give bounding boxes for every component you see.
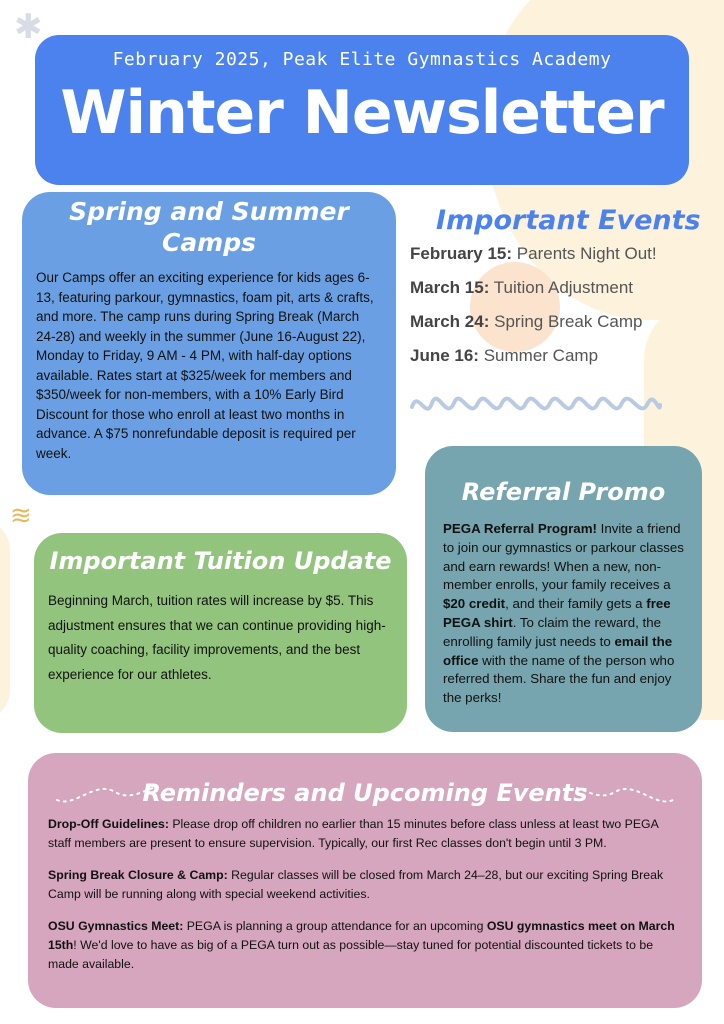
referral-title: Referral Promo	[461, 478, 666, 506]
event-name: Parents Night Out!	[516, 244, 657, 263]
tuition-title: Important Tuition Update	[49, 547, 392, 575]
background-blob-left	[0, 520, 10, 720]
referral-text: . To claim the reward, the enrolling family just needs to	[443, 614, 662, 649]
reminder-text: Regular classes will be closed from March 24–28, but our exciting Spring Break Camp will be running along with special weekend activities.	[48, 868, 664, 901]
referral-text: with the name of the person who referred them. Share the fun and enjoy the perks!	[443, 652, 675, 706]
camps-body: Our Camps offer an exciting experience for kids ages 6-13, featuring parkour, gymnastics, foam pit, arts & crafts, and more. The camp runs during Spring Break (March 24-28) and weekly in the summer (June 16-August 22), Monday to Friday, 9 AM - 4 PM, with half-day options available. Rates start at $325/week for members and $350/week for non-members, with a 10% Early Bird Discount for those who enroll at least two months in advance. A $75 nonrefundable deposit is required per week.	[36, 270, 374, 461]
camps-card	[22, 192, 396, 495]
event-date: February 15:	[410, 244, 513, 263]
event-name: Tuition Adjustment	[493, 278, 634, 297]
reminder-dropoff	[48, 815, 682, 853]
dotted-swirl-right	[575, 778, 675, 808]
reminder-label: OSU Gymnastics Meet:	[48, 919, 184, 933]
reminders-title: Reminders and Upcoming Events	[142, 779, 588, 807]
important-events	[408, 205, 708, 380]
event-name: Summer Camp	[483, 346, 599, 365]
referral-credit: $20 credit	[443, 596, 506, 612]
events-title: Important Events	[436, 205, 701, 236]
event-item	[410, 244, 708, 264]
event-name: Spring Break Camp	[494, 312, 643, 331]
reminder-text: ! We'd love to have as big of a PEGA turn out as possible—stay tuned for potential discounted tickets to be made available.	[48, 938, 654, 971]
sparkle-icon: ✱	[14, 8, 43, 46]
reminder-bold: OSU gymnastics meet on March 15th	[48, 919, 675, 952]
referral-shirt: free PEGA shirt	[443, 596, 671, 630]
event-date: June 16:	[410, 346, 479, 365]
tuition-body: Beginning March, tuition rates will increase by $5. This adjustment ensures that we can continue providing high-quality coaching, facility improvements, and the best experience for our athletes.	[48, 593, 386, 682]
squiggle-icon: ≋	[10, 500, 32, 530]
dotted-swirl-left	[55, 778, 155, 808]
scribble-decoration	[408, 385, 664, 425]
referral-email: email the office	[443, 633, 673, 668]
reminder-text: PEGA is planning a group attendance for an upcoming	[183, 919, 487, 933]
camps-title: Spring and Summer Camps	[69, 197, 349, 257]
event-item	[410, 346, 708, 366]
reminder-label: Spring Break Closure & Camp:	[48, 868, 228, 882]
referral-body	[443, 520, 684, 708]
reminder-label: Drop-Off Guidelines:	[48, 817, 169, 831]
reminder-text: Please drop off children no earlier than 15 minutes before class unless at least two PEGA staff members are present to ensure supervision. Typically, our first Rec classes don't begin until 3 PM.	[48, 817, 659, 850]
reminder-closure	[48, 866, 682, 904]
referral-text: , and their family gets a	[505, 596, 647, 612]
newsletter-header	[35, 35, 689, 185]
referral-program: PEGA Referral Program!	[443, 521, 597, 536]
header-title: Winter Newsletter	[60, 78, 664, 148]
event-date: March 15:	[410, 278, 490, 297]
tuition-card	[34, 533, 407, 733]
event-item	[410, 312, 708, 332]
referral-card	[425, 446, 702, 732]
referral-text: Invite a friend to join our gymnastics or parkour classes and earn rewards! When a new, non-member enrolls, your family receives a	[443, 521, 684, 593]
reminder-osu	[48, 917, 682, 974]
event-date: March 24:	[410, 312, 490, 331]
event-item	[410, 278, 708, 298]
header-subtitle: February 2025, Peak Elite Gymnastics Academy	[112, 49, 612, 70]
